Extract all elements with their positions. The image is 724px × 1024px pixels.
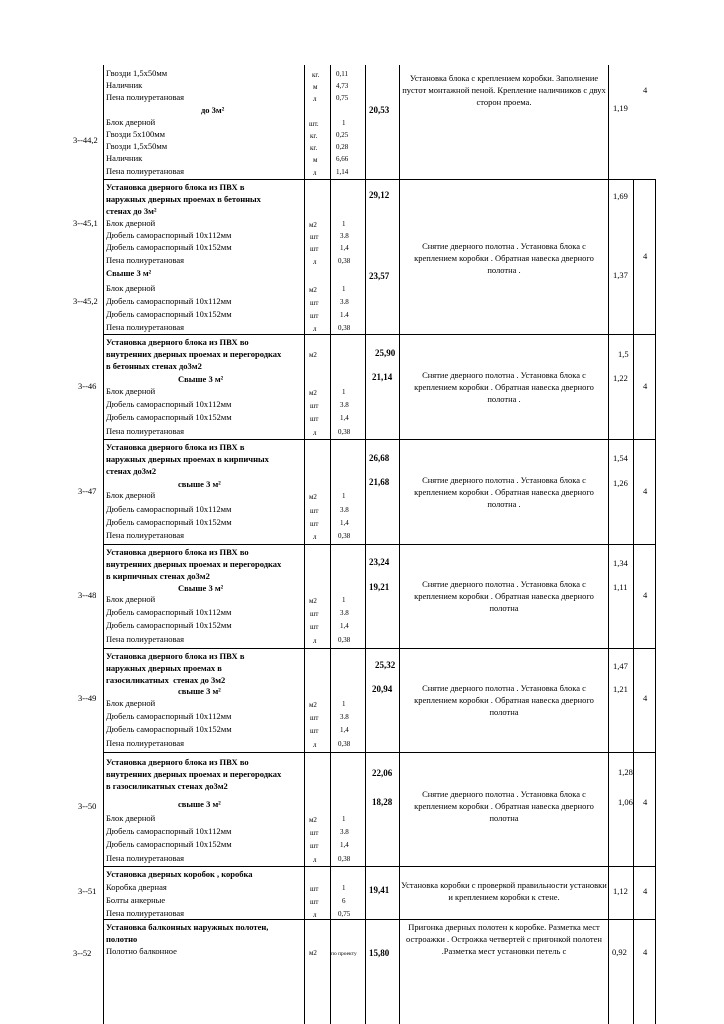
row-price: 22,06 xyxy=(372,768,393,778)
item-unit: л xyxy=(313,95,317,103)
item-name: Гвозди 5х100мм xyxy=(106,129,166,139)
item-qty: 0,38 xyxy=(338,855,351,863)
item-unit: шт xyxy=(310,727,319,735)
row-title-line: Установка дверного блока из ПВХ во xyxy=(106,337,249,347)
row-price: 21,14 xyxy=(372,372,393,382)
row-coefficient: 1,34 xyxy=(613,558,628,568)
item-unit: л xyxy=(313,741,317,749)
row-coefficient: 1,26 xyxy=(613,478,628,488)
row-coefficient: 1,21 xyxy=(613,684,628,694)
row-line xyxy=(103,179,656,180)
row-coefficient: 0,92 xyxy=(612,947,627,957)
row-title-line: наружных дверных проемах в бетонных xyxy=(106,194,261,204)
item-qty: 0,11 xyxy=(336,70,348,78)
row-coefficient: 1,69 xyxy=(613,191,628,201)
item-name: Наличник xyxy=(106,80,143,90)
item-unit: л xyxy=(313,856,317,864)
item-qty: 0,28 xyxy=(336,143,349,151)
row-line xyxy=(103,752,656,753)
row-description: Пригонка дверных полотен к коробке. Разметка мест остроажки . Острожка четвертей с пригонкой полотен .Разметка мест установки петель с xyxy=(406,922,602,956)
item-unit: шт xyxy=(310,842,319,850)
row-title-line: Установка дверного блока из ПВХ в xyxy=(106,182,245,192)
item-qty: 1,4 xyxy=(340,414,349,422)
row-grade: 4 xyxy=(643,486,648,496)
item-qty: 0,25 xyxy=(336,131,349,139)
row-price: 19,21 xyxy=(369,582,390,592)
title-unit: м2 xyxy=(309,351,317,359)
item-qty: по проекту xyxy=(331,951,357,957)
size-subtitle: до 3м² xyxy=(201,105,225,115)
item-name: Дюбель самораспорный 10х152мм xyxy=(106,620,232,630)
row-grade: 4 xyxy=(643,85,648,95)
item-qty: 3.8 xyxy=(340,828,349,836)
item-name: Блок дверной xyxy=(106,813,156,823)
row-grade: 4 xyxy=(643,693,648,703)
row-title-line: наружных дверных проемах в xyxy=(106,663,222,673)
item-unit: шт xyxy=(310,520,319,528)
row-price: 25,32 xyxy=(375,660,396,670)
item-unit: шт xyxy=(310,898,319,906)
item-qty: 0,75 xyxy=(336,94,349,102)
item-qty: 3.8 xyxy=(340,506,349,514)
item-qty: 0,75 xyxy=(338,910,351,918)
row-line xyxy=(103,648,656,649)
item-qty: 1,4 xyxy=(340,244,349,252)
item-qty: 1,4 xyxy=(340,622,349,630)
item-unit: л xyxy=(313,169,317,177)
item-qty: 0,38 xyxy=(338,428,351,436)
item-qty: 6,66 xyxy=(336,155,349,163)
row-coefficient: 1,22 xyxy=(613,373,628,383)
row-description: Установка коробки с проверкой правильности установки и креплением коробки к стене. xyxy=(401,880,607,902)
item-name: Пена полиуретановая xyxy=(106,166,185,176)
row-description: Снятие дверного полотна . Установка блока с креплением коробки . Обратная навеска дверного полотна xyxy=(414,789,594,823)
row-grade: 4 xyxy=(643,251,648,261)
item-qty: 1 xyxy=(342,596,346,604)
item-qty: 4,73 xyxy=(336,82,349,90)
row-code: 3--50 xyxy=(78,801,97,811)
item-name: Пена полиуретановая xyxy=(106,530,185,540)
size-subtitle: свыше 3 м² xyxy=(178,686,221,696)
row-title-line: Установка дверного блока из ПВХ в xyxy=(106,442,245,452)
item-name: Блок дверной xyxy=(106,386,156,396)
row-title-line: внутренних дверных проемах и перегородках xyxy=(106,349,282,359)
item-qty: 0,38 xyxy=(338,740,351,748)
item-name: Гвозди 1,5х50мм xyxy=(106,68,168,78)
row-title-line: внутренних дверных проемах и перегородках xyxy=(106,769,282,779)
item-unit: шт xyxy=(310,233,319,241)
item-name: Дюбель самораспорный 10х152мм xyxy=(106,517,232,527)
item-unit: шт xyxy=(310,245,319,253)
item-qty: 0,38 xyxy=(338,324,351,332)
item-unit: шт xyxy=(310,415,319,423)
item-name: Блок дверной xyxy=(106,218,156,228)
item-name: Дюбель самораспорный 10х112мм xyxy=(106,826,232,836)
item-name: Дюбель самораспорный 10х152мм xyxy=(106,839,232,849)
item-qty: 6 xyxy=(342,897,346,905)
row-price: 20,53 xyxy=(369,105,390,115)
row-description: Снятие дверного полотна . Установка блока с креплением коробки . Обратная навеска дверного полотна xyxy=(414,579,594,613)
row-title-line: в кирпичных стенах до3м2 xyxy=(106,571,210,581)
item-qty: 1 xyxy=(342,388,346,396)
item-unit: л xyxy=(313,429,317,437)
item-qty: 1,4 xyxy=(340,519,349,527)
row-title-line: в бетонных стенах до3м2 xyxy=(106,361,202,371)
item-unit: шт xyxy=(310,610,319,618)
item-qty: 1,4 xyxy=(340,726,349,734)
item-unit: шт xyxy=(310,507,319,515)
row-coefficient: 1,19 xyxy=(613,103,628,113)
row-description: Снятие дверного полотна . Установка блока с креплением коробки . Обратная навеска дверного полотна . xyxy=(414,370,594,404)
item-unit: шт xyxy=(310,312,319,320)
item-unit: м xyxy=(313,156,318,164)
row-description: Снятие дверного полотна . Установка блока с креплением коробки . Обратная навеска дверного полотна . xyxy=(414,475,594,509)
item-unit: л xyxy=(313,637,317,645)
row-price: 20,94 xyxy=(372,684,393,694)
item-qty: 1 xyxy=(342,700,346,708)
size-subtitle: свыше 3 м² xyxy=(178,479,221,489)
item-qty: 1,14 xyxy=(336,168,349,176)
row-price: 21,68 xyxy=(369,477,390,487)
item-unit: шт xyxy=(310,402,319,410)
row-price: 29,12 xyxy=(369,190,390,200)
row-title-line: Установка балконных наружных полотен, xyxy=(106,922,269,932)
row-description: Снятие дверного полотна . Установка блока с креплением коробки . Обратная навеска дверного полотна . xyxy=(414,241,594,275)
item-name: Пена полиуретановая xyxy=(106,255,185,265)
col-line-right xyxy=(655,180,656,1024)
item-unit: м2 xyxy=(309,597,317,605)
row-line xyxy=(103,919,656,920)
row-price: 26,68 xyxy=(369,453,390,463)
row-line xyxy=(103,334,656,335)
item-qty: 0,38 xyxy=(338,257,351,265)
row-title-line: газосиликатных стенах до 3м2 xyxy=(106,675,226,685)
item-unit: шт xyxy=(310,623,319,631)
item-qty: 0,38 xyxy=(338,636,351,644)
row-grade: 4 xyxy=(643,886,648,896)
item-name: Дюбель самораспорный 10х152мм xyxy=(106,309,232,319)
item-unit: л xyxy=(313,325,317,333)
item-unit: кг. xyxy=(312,71,320,79)
row-grade: 4 xyxy=(643,947,648,957)
row-code: 3--46 xyxy=(78,381,97,391)
row-line xyxy=(103,439,656,440)
item-qty: 1 xyxy=(342,220,346,228)
item-name: Дюбель самораспорный 10х152мм xyxy=(106,724,232,734)
row-price: 18,28 xyxy=(372,797,393,807)
item-qty: 1,4 xyxy=(340,841,349,849)
item-unit: кг. xyxy=(310,144,318,152)
item-name: Дюбель самораспорный 10х112мм xyxy=(106,504,232,514)
item-name: Коробка дверная xyxy=(106,882,167,892)
row-title-line: наружных дверных проемах в кирпичных xyxy=(106,454,269,464)
item-unit: м2 xyxy=(309,221,317,229)
item-unit: кг. xyxy=(310,132,318,140)
row-grade: 4 xyxy=(643,590,648,600)
item-qty: 1 xyxy=(342,119,346,127)
item-qty: 3.8 xyxy=(340,232,349,240)
item-qty: 0,38 xyxy=(338,532,351,540)
item-name: Пена полиуретановая xyxy=(106,738,185,748)
row-price: 15,80 xyxy=(369,948,390,958)
item-name: Наличник xyxy=(106,153,143,163)
row-line xyxy=(103,544,656,545)
item-qty: 3.8 xyxy=(340,609,349,617)
item-name: Блок дверной xyxy=(106,698,156,708)
row-price: 19,41 xyxy=(369,885,390,895)
row-title-line: Установка дверного блока из ПВХ во xyxy=(106,547,249,557)
row-code: 3--45,2 xyxy=(73,296,98,306)
row-coefficient: 1,5 xyxy=(618,349,629,359)
item-unit: шт xyxy=(310,829,319,837)
item-name: Блок дверной xyxy=(106,283,156,293)
item-unit: шт xyxy=(310,299,319,307)
row-code: 3--45,1 xyxy=(73,218,98,228)
item-qty: 1 xyxy=(342,492,346,500)
item-unit: л xyxy=(313,533,317,541)
row-line xyxy=(103,866,656,867)
item-name: Пена полиуретановая xyxy=(106,92,185,102)
item-name: Пена полиуретановая xyxy=(106,322,185,332)
row-coefficient: 1,06 xyxy=(618,797,633,807)
item-unit: л xyxy=(313,911,317,919)
row-title-line: полотно xyxy=(106,934,138,944)
row-price: 25,90 xyxy=(375,348,396,358)
size-subtitle: Свыше 3 м² xyxy=(178,374,224,384)
row-title: Установка дверных коробок , коробка xyxy=(106,869,253,879)
item-name: Дюбель самораспорный 10х112мм xyxy=(106,296,232,306)
item-unit: шт. xyxy=(309,120,319,128)
item-unit: м2 xyxy=(309,389,317,397)
row-code: 3--51 xyxy=(78,886,97,896)
row-title-line: стенах до 3м² xyxy=(106,206,157,216)
item-name: Пена полиуретановая xyxy=(106,908,185,918)
item-unit: л xyxy=(313,258,317,266)
size-subtitle: Свыше 3 м² xyxy=(106,268,152,278)
row-code: 3--47 xyxy=(78,486,97,496)
item-unit: м2 xyxy=(309,816,317,824)
row-code: 3--49 xyxy=(78,693,97,703)
item-qty: 1 xyxy=(342,884,346,892)
item-name: Пена полиуретановая xyxy=(106,853,185,863)
item-name: Гвозди 1,5х50мм xyxy=(106,141,168,151)
item-name: Блок дверной xyxy=(106,594,156,604)
item-qty: 1.4 xyxy=(340,311,349,319)
item-name: Блок дверной xyxy=(106,117,156,127)
row-coefficient: 1,54 xyxy=(613,453,628,463)
item-unit: м2 xyxy=(309,493,317,501)
item-unit: шт xyxy=(310,714,319,722)
row-coefficient: 1,47 xyxy=(613,661,628,671)
item-name: Дюбель самораспорный 10х112мм xyxy=(106,230,232,240)
item-name: Дюбель самораспорный 10х112мм xyxy=(106,607,232,617)
item-name: Пена полиуретановая xyxy=(106,426,185,436)
row-coefficient: 1,28 xyxy=(618,767,633,777)
item-qty: 1 xyxy=(342,285,346,293)
row-price: 23,57 xyxy=(369,271,390,281)
item-qty: 3.8 xyxy=(340,298,349,306)
row-grade: 4 xyxy=(643,797,648,807)
row-title-line: в газосиликатных стенах до3м2 xyxy=(106,781,228,791)
item-name: Дюбель самораспорный 10х112мм xyxy=(106,711,232,721)
row-title-line: стенах до3м2 xyxy=(106,466,157,476)
item-unit: м xyxy=(313,83,318,91)
row-price: 23,24 xyxy=(369,557,390,567)
col-line-coef-right xyxy=(633,180,634,1024)
item-name: Дюбель самораспорный 10х152мм xyxy=(106,242,232,252)
row-description: Снятие дверного полотна . Установка блока с креплением коробки . Обратная навеска дверного полотна xyxy=(414,683,594,717)
size-subtitle: Свыше 3 м² xyxy=(178,583,224,593)
row-title-line: Установка дверного блока из ПВХ в xyxy=(106,651,245,661)
row-coefficient: 1,12 xyxy=(613,886,628,896)
item-name: Блок дверной xyxy=(106,490,156,500)
item-name: Полотно балконное xyxy=(106,946,177,956)
item-name: Болты анкерные xyxy=(106,895,166,905)
item-unit: м2 xyxy=(309,286,317,294)
item-qty: 3.8 xyxy=(340,713,349,721)
item-unit: м2 xyxy=(309,701,317,709)
row-coefficient: 1,37 xyxy=(613,270,628,280)
item-qty: 3.8 xyxy=(340,401,349,409)
row-description: Установка блока с креплением коробки. Заполнение пустот монтажной пеной. Крепление наличников с двух сторон проема. xyxy=(402,73,606,107)
row-coefficient: 1,11 xyxy=(613,582,628,592)
item-qty: 1 xyxy=(342,815,346,823)
item-name: Дюбель самораспорный 10х152мм xyxy=(106,412,232,422)
item-unit: м2 xyxy=(309,949,317,957)
item-name: Дюбель самораспорный 10х112мм xyxy=(106,399,232,409)
row-code: 3--44,2 xyxy=(73,135,98,145)
item-unit: шт xyxy=(310,885,319,893)
item-name: Пена полиуретановая xyxy=(106,634,185,644)
row-code: 3--52 xyxy=(73,948,92,958)
row-title-line: внутренних дверных проемах и перегородках xyxy=(106,559,282,569)
size-subtitle: свыше 3 м² xyxy=(178,799,221,809)
row-title-line: Установка дверного блока из ПВХ во xyxy=(106,757,249,767)
row-code: 3--48 xyxy=(78,590,97,600)
row-grade: 4 xyxy=(643,381,648,391)
